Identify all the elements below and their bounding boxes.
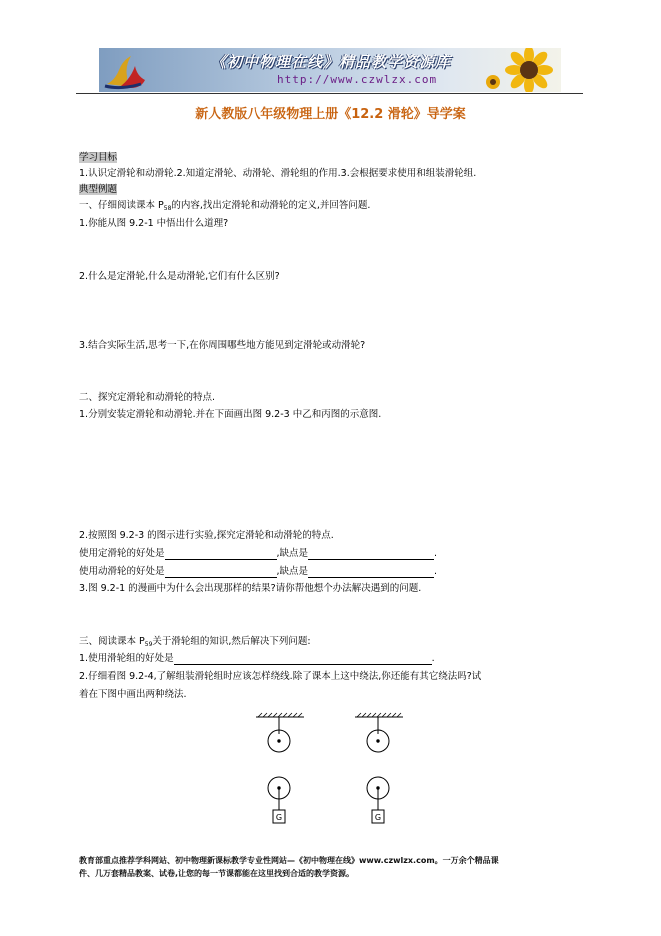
question-3-2-line1: 2.仔细看图 9.2-4,了解组装滑轮组时应该怎样绕线.除了课本上这中绕法,你还能有其它绕法吗?试 [79,671,482,682]
goals-text: 1.认识定滑轮和动滑轮.2.知道定滑轮、动滑轮、滑轮组的作用.3.会根据要求使用和组装滑轮组. [79,168,477,179]
banner-title: 《初中物理在线》精品教学资源库 [211,53,452,71]
pulley-set-left [256,713,304,823]
pulley-set-right [355,713,403,823]
examples-heading: 典型例题 [79,184,118,195]
header-rule [76,93,583,94]
footer-line-2: 件、几万套精品教案、试卷,让您的每一节课都能在这里找到合适的教学资源。 [79,869,355,878]
part2-heading: 二、探究定滑轮和动滑轮的特点. [79,392,216,403]
site-logo-icon [101,50,153,90]
footer-line-1: 教育部重点推荐学科网站、初中物理新课标教学专业性网站—《初中物理在线》www.czwlzx.com。一万余个精品课 [79,856,499,865]
banner-url[interactable]: http://www.czwlzx.com [277,73,438,86]
sunflower-icon [479,48,561,92]
movable-advantage-blank[interactable] [165,567,277,578]
part3-heading: 三、阅读课本 $P_{59}$关于滑轮组的知识,然后解决下列问题: [79,636,311,648]
weight-label-left: G [275,813,283,822]
movable-pulley-blank-line: 使用动滑轮的好处是 ,缺点是 . [79,566,438,577]
movable-disadvantage-blank[interactable] [308,567,434,578]
part1-heading: 一、仔细阅读课本 $P_{58}$的内容,找出定滑轮和动滑轮的定义,并回答问题. [79,200,371,212]
question-2-2: 2.按照图 9.2-3 的图示进行实验,探究定滑轮和动滑轮的特点. [79,530,334,541]
question-3-2-line2: 着在下图中画出两种绕法. [79,689,187,700]
question-1-1: 1.你能从图 9.2-1 中悟出什么道理? [79,218,229,229]
weight-label-right: G [374,813,382,822]
header-banner [99,48,561,92]
pulley-block-figure[interactable] [248,712,416,832]
page-footer [79,854,599,880]
goals-heading: 学习目标 [79,152,118,163]
document-title: 新人教版八年级物理上册《12.2 滑轮》导学案 [195,107,466,122]
question-1-3: 3.结合实际生活,思考一下,在你周围哪些地方能见到定滑轮或动滑轮? [79,340,366,351]
question-2-1: 1.分别安装定滑轮和动滑轮.并在下面画出图 9.2-3 中乙和丙图的示意图. [79,409,382,420]
question-3-1: 1.使用滑轮组的好处是 . [79,653,435,664]
fixed-advantage-blank[interactable] [165,549,277,560]
question-1-2: 2.什么是定滑轮,什么是动滑轮,它们有什么区别? [79,271,280,282]
fixed-pulley-blank-line: 使用定滑轮的好处是 ,缺点是 . [79,548,438,559]
pulley-block-advantage-blank[interactable] [174,654,432,665]
question-2-3: 3.图 9.2-1 的漫画中为什么会出现那样的结果?请你帮他想个办法解决遇到的问题. [79,583,422,594]
fixed-disadvantage-blank[interactable] [308,549,434,560]
